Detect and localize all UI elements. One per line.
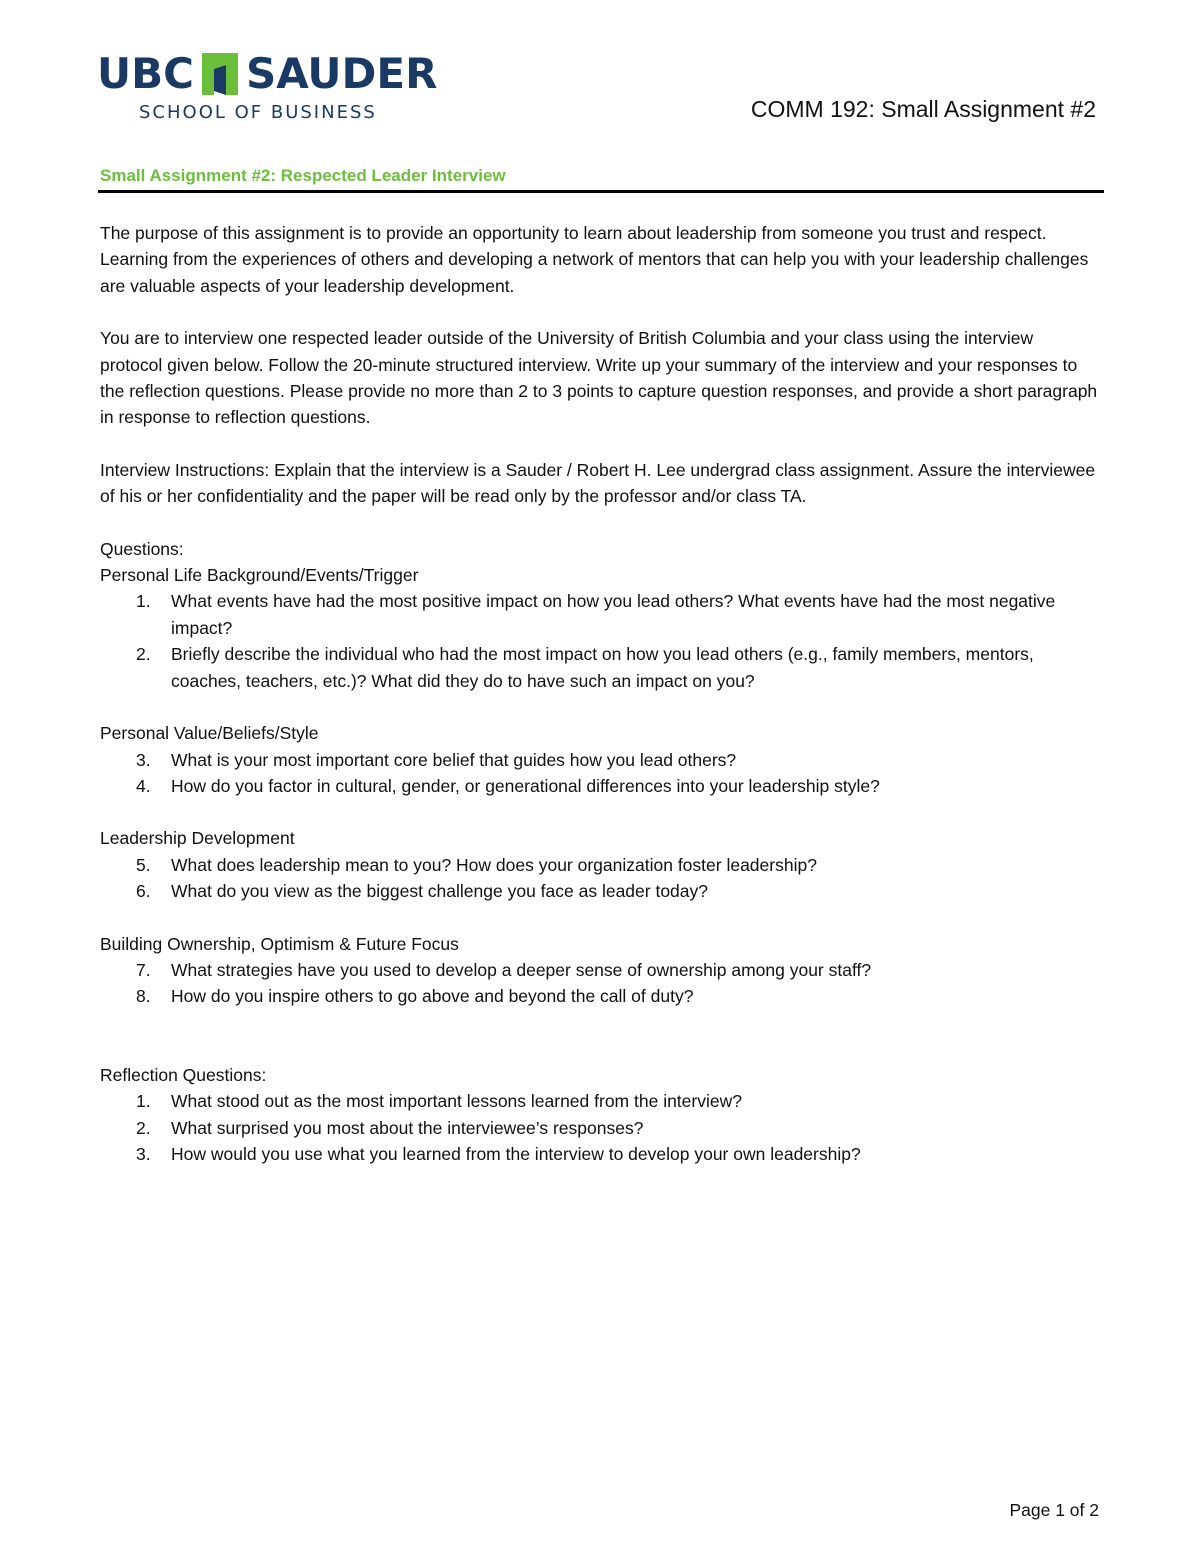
questions-label: Questions: xyxy=(100,538,184,559)
question-text: What do you view as the biggest challenge you face as leader today? xyxy=(171,881,709,902)
interview-paragraph: You are to interview one respected leader outside of the University of British Columbia and your class using the interview protocol given below. Follow the 20-minute structured interview. Write up your summary of the interview and your responses to the reflection questions. Please provide no more than 2 to 3 points to capture question responses, and provide a short paragraph in response to reflection questions. xyxy=(100,328,1098,428)
question-item xyxy=(100,983,1100,1009)
group-title-background: Personal Life Background/Events/Trigger xyxy=(100,565,419,586)
reflection-number: 3. xyxy=(136,1143,151,1164)
purpose-paragraph: The purpose of this assignment is to provide an opportunity to learn about leadership from someone you trust and respect. Learning from the experiences of others and developing a network of mentors that can help you with your leadership challenges are valuable aspects of your leadership development. xyxy=(100,223,1089,296)
instructions-paragraph: Interview Instructions: Explain that the interview is a Sauder / Robert H. Lee undergrad class assignment. Assure the interviewee of his or her confidentiality and the paper will be read only by the professor and/or class TA. xyxy=(100,459,1096,507)
reflection-item xyxy=(100,1115,1100,1141)
question-number: 8. xyxy=(136,986,151,1007)
question-item xyxy=(100,957,1100,983)
group-title-development: Leadership Development xyxy=(100,828,295,849)
question-number: 1. xyxy=(136,591,151,612)
logo-sauder-text: SAUDER xyxy=(245,49,438,98)
question-list-values xyxy=(100,747,1100,800)
course-title: COMM 192: Small Assignment #2 xyxy=(750,96,1096,122)
question-number: 6. xyxy=(136,881,151,902)
question-list-ownership xyxy=(100,957,1100,1010)
question-text: Briefly describe the individual who had the most impact on how you lead others (e.g., family members, mentors, coaches, teachers, etc.)? What did they do to have such an impact on you? xyxy=(171,644,1034,691)
question-item xyxy=(100,588,1100,641)
question-item xyxy=(100,641,1100,694)
question-text: What is your most important core belief that guides how you lead others? xyxy=(171,749,737,770)
question-item xyxy=(100,852,1100,878)
reflection-number: 1. xyxy=(136,1091,151,1112)
logo-ubc-text: UBC xyxy=(97,49,194,98)
question-text: How do you inspire others to go above and beyond the call of duty? xyxy=(171,986,694,1007)
question-list-development xyxy=(100,852,1100,905)
reflection-item xyxy=(100,1088,1100,1114)
reflection-item xyxy=(100,1141,1100,1167)
question-number: 2. xyxy=(136,644,151,665)
sauder-door-icon xyxy=(200,51,240,97)
question-number: 3. xyxy=(136,749,151,770)
ubc-sauder-logo xyxy=(97,48,438,128)
logo-subtitle: SCHOOL OF BUSINESS xyxy=(139,102,377,123)
group-title-values: Personal Value/Beliefs/Style xyxy=(100,723,319,744)
reflection-text: How would you use what you learned from the interview to develop your own leadership? xyxy=(171,1143,861,1164)
reflection-number: 2. xyxy=(136,1117,151,1138)
question-text: How do you factor in cultural, gender, or generational differences into your leadership style? xyxy=(171,775,880,796)
question-text: What does leadership mean to you? How does your organization foster leadership? xyxy=(171,854,817,875)
question-item xyxy=(100,773,1100,799)
question-text: What strategies have you used to develop a deeper sense of ownership among your staff? xyxy=(171,959,872,980)
reflection-list xyxy=(100,1088,1100,1167)
reflection-text: What surprised you most about the interviewee’s responses? xyxy=(171,1117,644,1138)
question-text: What events have had the most positive impact on how you lead others? What events have had the most negative impact? xyxy=(171,591,1056,638)
question-number: 5. xyxy=(136,854,151,875)
page-number: Page 1 of 2 xyxy=(1009,1500,1099,1520)
document-body xyxy=(100,220,1100,1193)
question-list-background xyxy=(100,588,1100,694)
question-item xyxy=(100,747,1100,773)
title-divider xyxy=(98,190,1104,193)
question-number: 4. xyxy=(136,775,151,796)
question-number: 7. xyxy=(136,959,151,980)
reflection-title: Reflection Questions: xyxy=(100,1064,267,1085)
group-title-ownership: Building Ownership, Optimism & Future Focus xyxy=(100,933,459,954)
section-title: Small Assignment #2: Respected Leader Interview xyxy=(100,166,506,185)
reflection-text: What stood out as the most important lessons learned from the interview? xyxy=(171,1091,742,1112)
question-item xyxy=(100,878,1100,904)
logo-wordmark xyxy=(97,48,438,100)
